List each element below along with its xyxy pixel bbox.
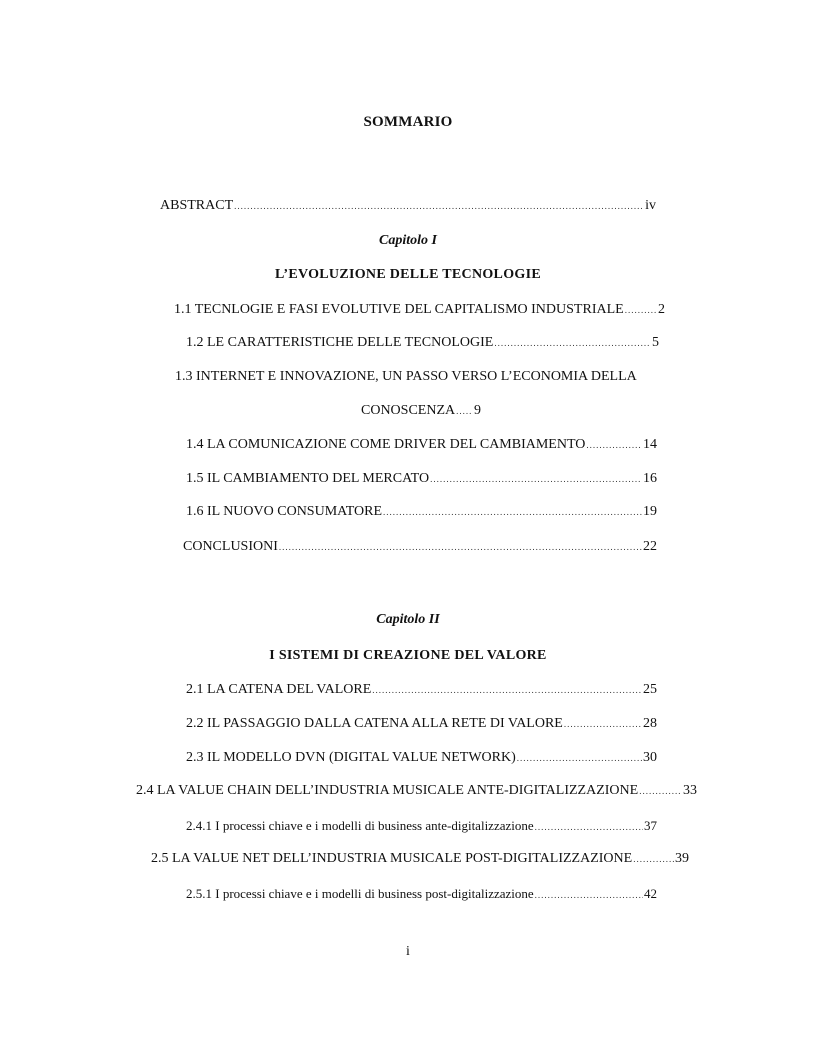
dot-leader	[625, 305, 657, 315]
toc-entry-1-1[interactable]	[174, 302, 665, 318]
toc-entry-page: iv	[645, 198, 656, 213]
dot-leader	[383, 507, 642, 517]
toc-entry-1-3[interactable]: 1.3 INTERNET E INNOVAZIONE, UN PASSO VERSO L’ECONOMIA DELLA	[175, 369, 637, 384]
toc-entry-label: 1.2 LE CARATTERISTICHE DELLE TECNOLOGIE	[186, 335, 494, 350]
toc-entry-label: CONCLUSIONI	[183, 539, 278, 554]
toc-entry-2-4-1[interactable]	[186, 818, 657, 834]
dot-leader	[430, 474, 642, 484]
toc-entry-conclusioni[interactable]	[183, 539, 657, 555]
toc-entry-label: ABSTRACT	[160, 198, 234, 213]
toc-entry-abstract[interactable]	[160, 198, 656, 214]
toc-entry-label: 2.4.1 I processi chiave e i modelli di business ante-digitalizzazione	[186, 818, 534, 833]
dot-leader	[564, 719, 642, 729]
dot-leader	[586, 440, 642, 450]
toc-entry-page: 2	[658, 302, 665, 317]
toc-entry-label: 2.3 IL MODELLO DVN (DIGITAL VALUE NETWORK)	[186, 750, 516, 765]
dot-leader	[494, 338, 651, 348]
toc-entry-page: 33	[683, 783, 697, 798]
chapter-2-title: I SISTEMI DI CREAZIONE DEL VALORE	[269, 648, 547, 663]
toc-entry-page: 16	[643, 471, 657, 486]
dot-leader	[633, 854, 674, 864]
toc-entry-page: 37	[644, 818, 657, 833]
toc-entry-1-6[interactable]	[186, 504, 657, 520]
toc-entry-page: 14	[643, 437, 657, 452]
toc-entry-page: 25	[643, 682, 657, 697]
toc-entry-page: 19	[643, 504, 657, 519]
dot-leader	[639, 786, 682, 796]
page-title: SOMMARIO	[363, 114, 453, 130]
toc-entry-2-4[interactable]	[136, 783, 697, 799]
toc-entry-label: 1.5 IL CAMBIAMENTO DEL MERCATO	[186, 471, 430, 486]
toc-entry-2-1[interactable]	[186, 682, 657, 698]
toc-entry-page: 42	[644, 886, 657, 901]
chapter-2-label: Capitolo II	[376, 612, 440, 627]
chapter-1-label: Capitolo I	[379, 233, 437, 248]
dot-leader	[535, 822, 643, 832]
toc-entry-2-3[interactable]	[186, 750, 657, 766]
toc-entry-label: CONOSCENZA	[361, 403, 456, 418]
toc-entry-label: 2.5 LA VALUE NET DELL’INDUSTRIA MUSICALE POST-DIGITALIZZAZIONE	[151, 851, 633, 866]
toc-entry-page: 28	[643, 716, 657, 731]
dot-leader	[517, 753, 642, 763]
toc-entry-label: 2.1 LA CATENA DEL VALORE	[186, 682, 372, 697]
toc-entry-label: 1.6 IL NUOVO CONSUMATORE	[186, 504, 383, 519]
toc-entry-label: 1.4 LA COMUNICAZIONE COME DRIVER DEL CAMBIAMENTO	[186, 437, 586, 452]
toc-entry-2-5-1[interactable]	[186, 886, 657, 902]
toc-entry-page: 22	[643, 539, 657, 554]
dot-leader	[234, 201, 644, 211]
toc-entry-2-5[interactable]	[151, 851, 689, 867]
page-number: i	[406, 944, 410, 959]
toc-entry-label: 1.1 TECNLOGIE E FASI EVOLUTIVE DEL CAPITALISMO INDUSTRIALE	[174, 302, 624, 317]
toc-entry-page: 9	[474, 403, 481, 418]
toc-entry-1-2[interactable]	[186, 335, 659, 351]
toc-entry-1-3-cont[interactable]	[361, 403, 481, 419]
toc-entry-label: 2.2 IL PASSAGGIO DALLA CATENA ALLA RETE DI VALORE	[186, 716, 563, 731]
toc-entry-1-5[interactable]	[186, 471, 657, 487]
dot-leader	[535, 890, 643, 900]
toc-entry-1-4[interactable]	[186, 437, 657, 453]
toc-entry-2-2[interactable]	[186, 716, 657, 732]
toc-entry-page: 5	[652, 335, 659, 350]
dot-leader	[456, 406, 473, 416]
chapter-1-title: L’EVOLUZIONE DELLE TECNOLOGIE	[275, 267, 541, 282]
toc-entry-label: 2.4 LA VALUE CHAIN DELL’INDUSTRIA MUSICALE ANTE-DIGITALIZZAZIONE	[136, 783, 639, 798]
toc-entry-page: 30	[643, 750, 657, 765]
dot-leader	[279, 542, 642, 552]
dot-leader	[372, 685, 642, 695]
toc-entry-page: 39	[675, 851, 689, 866]
toc-entry-label: 2.5.1 I processi chiave e i modelli di business post-digitalizzazione	[186, 886, 534, 901]
